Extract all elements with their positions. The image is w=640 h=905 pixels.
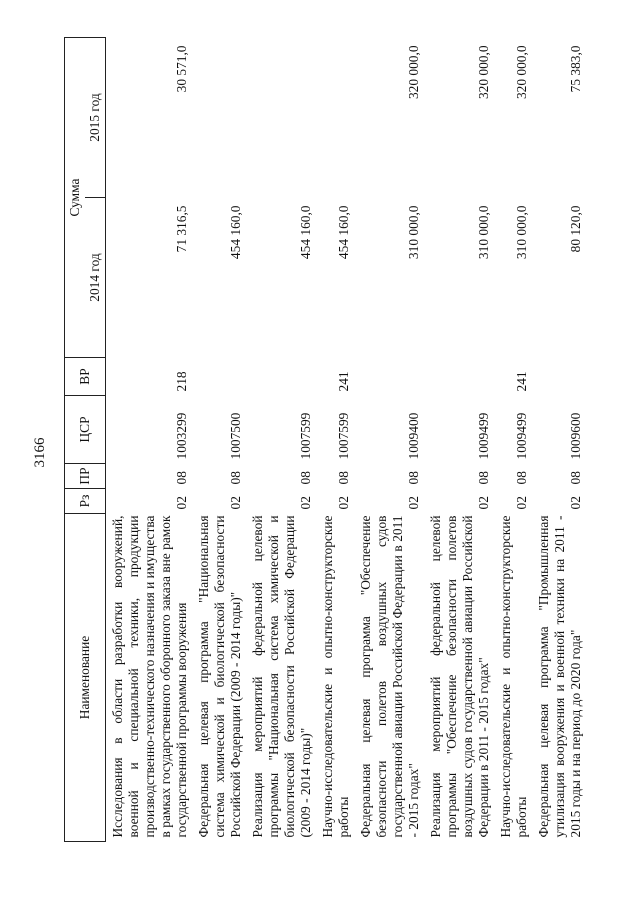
header-pr: ПР	[65, 464, 106, 489]
row-name: Федеральная целевая программа "Обеспечение безопасности полетов воздушных судов государственной авиации Российской Федерации в 2011 - 2015 годах"	[358, 515, 421, 838]
row-rz: 02	[476, 496, 491, 510]
table-row	[192, 37, 246, 841]
table-row	[316, 37, 354, 841]
row-sum-2014: 71 316,5	[174, 205, 189, 253]
row-sum-2015	[316, 37, 354, 197]
header-name: Наименование	[65, 514, 106, 842]
table-row	[494, 37, 532, 841]
row-sum-2015	[192, 37, 246, 197]
page-number: 3166	[32, 437, 48, 468]
row-vr	[532, 358, 586, 396]
row-sum-2015	[246, 37, 316, 197]
row-pr: 08	[336, 471, 351, 485]
row-rz: 02	[228, 496, 243, 510]
row-sum-2015: 320 000,0	[406, 45, 421, 100]
row-vr: 241	[336, 371, 351, 392]
row-sum-2015: 320 000,0	[476, 45, 491, 100]
row-pr: 08	[514, 471, 529, 485]
row-name: Реализация мероприятий федеральной целевой программы "Национальная система химической и биологической безопасности Российской Федерации (2009 - 2014 годы)"	[250, 515, 313, 838]
row-rz: 02	[298, 496, 313, 510]
row-rz: 02	[174, 496, 189, 510]
row-csr: 1003299	[174, 412, 189, 460]
row-sum-2014: 310 000,0	[476, 205, 491, 260]
row-csr: 1007599	[336, 412, 351, 460]
row-csr: 1009400	[406, 412, 421, 460]
row-vr	[354, 358, 424, 396]
row-csr: 1007599	[298, 412, 313, 460]
table-row	[106, 37, 193, 841]
row-sum-2015: 320 000,0	[514, 45, 529, 100]
row-pr: 08	[476, 471, 491, 485]
table-row	[354, 37, 424, 841]
row-csr: 1009499	[476, 412, 491, 460]
row-rz: 02	[514, 496, 529, 510]
row-sum-2015: 30 571,0	[174, 45, 189, 93]
row-vr	[192, 358, 246, 396]
row-sum-2015: 75 383,0	[568, 45, 583, 93]
row-name: Научно-исследовательские и опытно-конструкторские работы	[498, 515, 529, 838]
row-sum-2014: 454 160,0	[336, 205, 351, 260]
row-sum-2014: 310 000,0	[406, 205, 421, 260]
row-vr	[246, 358, 316, 396]
row-pr: 08	[406, 471, 421, 485]
row-vr: 241	[514, 371, 529, 392]
row-sum-2014: 80 120,0	[568, 205, 583, 253]
row-name: Федеральная целевая программа "Промышленная утилизация вооружения и военной техники на 2011 - 2015 годы и на период до 2020 года"	[536, 515, 583, 838]
header-vr: ВР	[65, 358, 106, 396]
row-sum-2014: 454 160,0	[228, 205, 243, 260]
header-csr: ЦСР	[65, 396, 106, 464]
row-csr: 1009499	[514, 412, 529, 460]
row-vr: 218	[174, 371, 189, 392]
row-name: Научно-исследовательские и опытно-конструкторские работы	[320, 515, 351, 838]
row-sum-2014: 310 000,0	[514, 205, 529, 260]
row-pr: 08	[228, 471, 243, 485]
header-sum: Сумма	[65, 37, 86, 357]
header-year-2015: 2015 год	[85, 37, 106, 197]
row-pr: 08	[568, 471, 583, 485]
row-name: Федеральная целевая программа "Национальная система химической и биологической безопасности Российской Федерации (2009 - 2014 годы)"	[196, 515, 243, 838]
table-row	[532, 37, 586, 841]
row-vr	[424, 358, 494, 396]
row-sum-2014: 454 160,0	[298, 205, 313, 260]
table-row	[246, 37, 316, 841]
row-csr: 1009600	[568, 412, 583, 460]
table-row	[424, 37, 494, 841]
row-name: Исследования в области разработки вооружений, военной и специальной техники, продукции производственно-технического назначения и имущества в рамках государственного оборонного заказа вне рамок государственной программы вооружения	[110, 515, 189, 838]
row-rz: 02	[406, 496, 421, 510]
table-header	[65, 37, 106, 841]
row-rz: 02	[336, 496, 351, 510]
row-name: Реализация мероприятий федеральной целевой программы "Обеспечение безопасности полетов воздушных судов государственной авиации Российской Федерации в 2011 - 2015 годах"	[428, 515, 491, 838]
header-rz: Рз	[65, 489, 106, 514]
row-pr: 08	[174, 471, 189, 485]
table-body	[106, 37, 587, 841]
row-pr: 08	[298, 471, 313, 485]
budget-table	[64, 37, 586, 842]
header-year-2014: 2014 год	[85, 198, 106, 358]
row-rz: 02	[568, 496, 583, 510]
row-csr: 1007500	[228, 412, 243, 460]
